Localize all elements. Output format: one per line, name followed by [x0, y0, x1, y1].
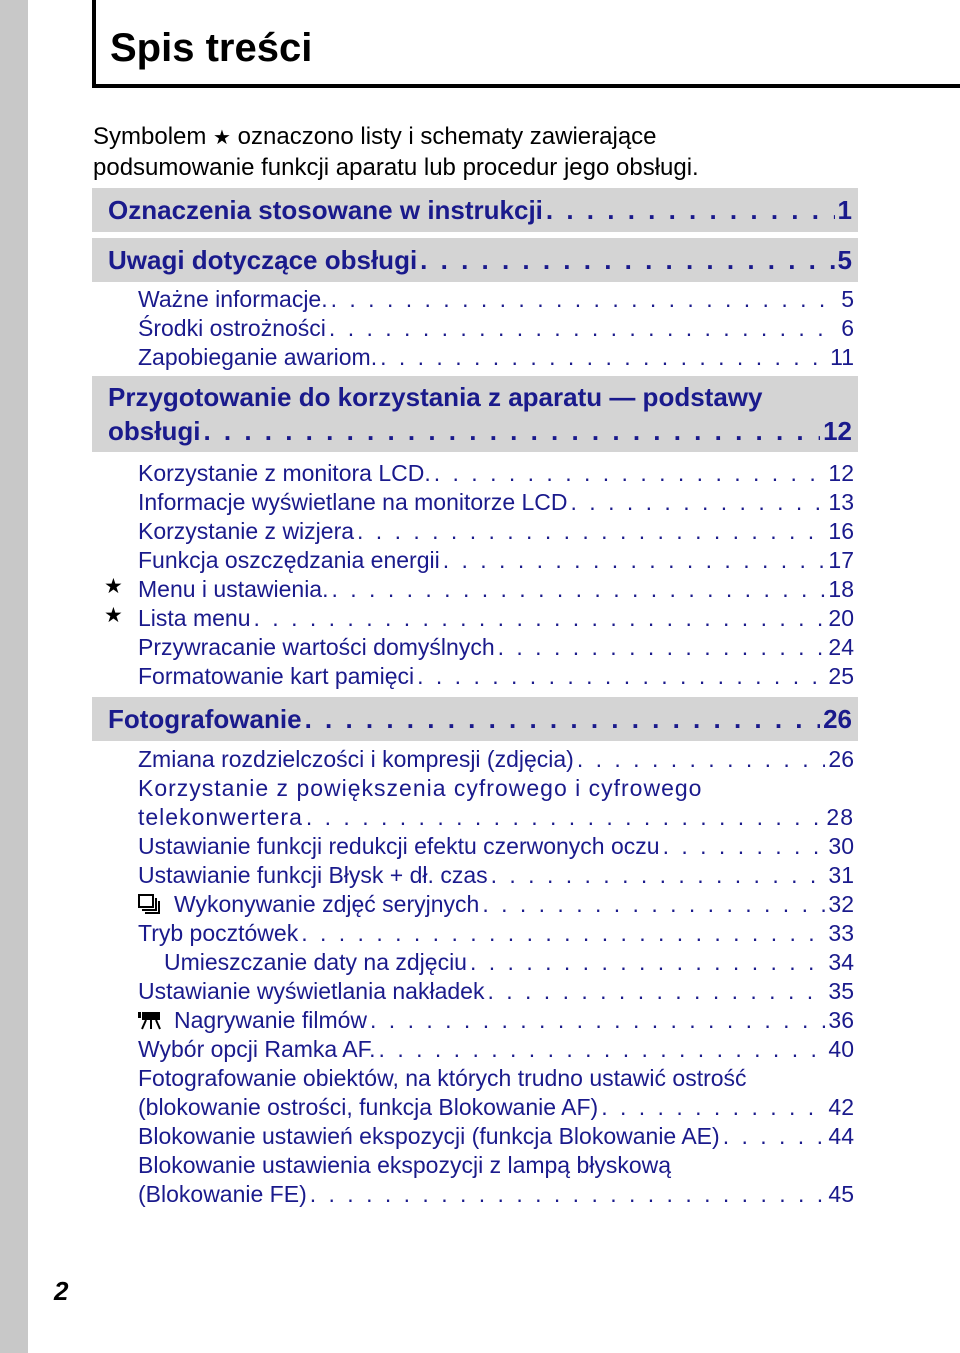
section-title: Oznaczenia stosowane w instrukcji [108, 195, 543, 225]
page-title: Spis treści [110, 26, 313, 70]
dot-leader [723, 1123, 826, 1150]
toc-entry-title[interactable]: Fotografowanie obiektów, na których trudno ustawić ostrość [138, 1065, 747, 1091]
toc-entry[interactable] [138, 605, 854, 632]
toc-entry-title: Wykonywanie zdjęć seryjnych [174, 891, 480, 917]
toc-entry[interactable] [138, 891, 854, 918]
toc-entry[interactable] [138, 920, 854, 947]
toc-entry[interactable] [164, 949, 854, 976]
dot-leader [470, 949, 825, 976]
toc-entry[interactable] [138, 518, 854, 545]
toc-entry-title: Korzystanie z wizjera [138, 518, 355, 544]
dot-leader [482, 891, 825, 918]
toc-entry-page: 33 [828, 920, 854, 946]
page-side-strip [0, 0, 28, 1353]
section-page: 26 [823, 704, 852, 734]
toc-entry[interactable] [138, 460, 854, 487]
toc-entry-page: 18 [828, 576, 854, 602]
intro-text-part: podsumowanie funkcji aparatu lub procedur jego obsługi. [93, 154, 699, 181]
toc-entry-page: 5 [841, 286, 854, 312]
toc-entry[interactable] [138, 1094, 854, 1121]
dot-leader [329, 315, 838, 342]
toc-entry-title: Nagrywanie filmów [174, 1007, 368, 1033]
toc-entry[interactable] [138, 833, 854, 860]
dot-leader [571, 489, 826, 516]
toc-entry-page: 40 [828, 1036, 854, 1062]
section-title: Fotografowanie [108, 704, 302, 734]
toc-section-2[interactable] [92, 238, 858, 282]
dot-leader [305, 704, 821, 735]
dot-leader [357, 518, 825, 545]
toc-entry-title: Blokowanie ustawień ekspozycji (funkcja Blokowanie AE) [138, 1123, 720, 1149]
toc-entry-page: 25 [828, 663, 854, 689]
dot-leader [380, 344, 827, 371]
toc-entry-title: telekonwertera [138, 804, 303, 830]
star-icon: ★ [104, 575, 123, 598]
toc-entry-title: Wybór opcji Ramka AF. [138, 1036, 376, 1062]
toc-entry[interactable] [138, 978, 854, 1005]
dot-leader [420, 245, 834, 276]
toc-entry-page: 34 [828, 949, 854, 975]
dot-leader [379, 1036, 826, 1063]
toc-entry-title: Ustawianie wyświetlania nakładek [138, 978, 485, 1004]
star-icon: ★ [104, 604, 123, 627]
intro-text-part: Symbolem [93, 123, 207, 150]
toc-entry-title: Formatowanie kart pamięci [138, 663, 415, 689]
toc-section-4[interactable] [92, 697, 858, 741]
toc-entry[interactable] [138, 746, 854, 773]
section-page: 5 [837, 245, 852, 275]
section-page: 12 [823, 416, 852, 446]
toc-entry-page: 44 [828, 1123, 854, 1149]
toc-entry[interactable] [138, 663, 854, 690]
dot-leader [443, 547, 826, 574]
dot-leader [487, 978, 825, 1005]
toc-entry-page: 35 [828, 978, 854, 1004]
toc-entry-page: 16 [828, 518, 854, 544]
toc-entry[interactable] [138, 489, 854, 516]
toc-entry[interactable] [138, 286, 854, 313]
toc-entry[interactable] [138, 1181, 854, 1208]
intro-text [93, 122, 853, 182]
toc-entry-page: 6 [841, 315, 854, 341]
toc-entry[interactable] [138, 1036, 854, 1063]
dot-leader [332, 576, 826, 603]
dot-leader [310, 1181, 826, 1208]
dot-leader [306, 804, 824, 831]
toc-entry-page: 28 [826, 804, 854, 830]
dot-leader [491, 862, 826, 889]
toc-entry-page: 20 [828, 605, 854, 631]
toc-entry[interactable] [138, 804, 854, 831]
toc-entry-title: (Blokowanie FE) [138, 1181, 307, 1207]
toc-entry-title: (blokowanie ostrości, funkcja Blokowanie AF) [138, 1094, 599, 1120]
toc-entry-title: Lista menu [138, 605, 251, 631]
movie-camera-icon [138, 1009, 162, 1029]
dot-leader [601, 1094, 825, 1121]
dot-leader [434, 460, 826, 487]
toc-entry-page: 32 [828, 891, 854, 917]
toc-section-1[interactable] [92, 188, 858, 232]
toc-entry-page: 13 [828, 489, 854, 515]
toc-entry[interactable] [138, 344, 854, 371]
toc-entry[interactable] [138, 634, 854, 661]
toc-entry-title: Informacje wyświetlane na monitorze LCD [138, 489, 568, 515]
dot-leader [301, 920, 825, 947]
toc-entry-page: 36 [828, 1007, 854, 1033]
toc-entry-title: Menu i ustawienia. [138, 576, 329, 602]
toc-entry-page: 17 [828, 547, 854, 573]
continuous-shooting-icon [138, 893, 160, 913]
intro-text-part: oznaczono listy i schematy zawierające [237, 123, 657, 150]
dot-leader [417, 663, 825, 690]
toc-entry-title: Funkcja oszczędzania energii [138, 547, 440, 573]
toc-entry-title[interactable]: Blokowanie ustawienia ekspozycji z lampą błyskową [138, 1152, 672, 1178]
section-title: obsługi [108, 416, 201, 446]
dot-leader [370, 1007, 825, 1034]
toc-entry-page: 12 [828, 460, 854, 486]
toc-entry[interactable] [138, 576, 854, 603]
toc-entry[interactable] [138, 547, 854, 574]
toc-entry[interactable] [138, 1007, 854, 1034]
toc-entry-page: 11 [830, 344, 854, 370]
star-icon: ★ [213, 127, 231, 149]
toc-entry-title: Zmiana rozdzielczości i kompresji (zdjęcia) [138, 746, 574, 772]
toc-entry-title: Środki ostrożności [138, 315, 326, 341]
dot-leader [546, 195, 835, 226]
dot-leader [254, 605, 826, 632]
toc-entry-title: Ważne informacje. [138, 286, 328, 312]
toc-entry-title: Umieszczanie daty na zdjęciu [164, 949, 467, 975]
toc-section-3[interactable] [92, 376, 858, 452]
toc-entry[interactable] [138, 315, 854, 342]
title-box [92, 0, 960, 88]
toc-entry-title[interactable]: Korzystanie z powiększenia cyfrowego i cyfrowego [138, 775, 703, 801]
dot-leader [663, 833, 826, 860]
toc-entry-title: Ustawianie funkcji redukcji efektu czerwonych oczu [138, 833, 660, 859]
toc-entry-title: Przywracanie wartości domyślnych [138, 634, 495, 660]
dot-leader [498, 634, 826, 661]
section-title: Przygotowanie do korzystania z aparatu — podstawy [108, 382, 763, 412]
toc-entry[interactable] [138, 1123, 854, 1150]
toc-entry-title: Korzystanie z monitora LCD. [138, 460, 431, 486]
toc-entry-page: 30 [828, 833, 854, 859]
toc-entry-title: Zapobieganie awariom. [138, 344, 378, 370]
toc-entry-page: 31 [828, 862, 854, 888]
section-title: Uwagi dotyczące obsługi [108, 245, 418, 275]
toc-entry-page: 24 [828, 634, 854, 660]
page-number: 2 [54, 1276, 69, 1306]
toc-entry-page: 42 [828, 1094, 854, 1120]
toc-entry[interactable] [138, 862, 854, 889]
dot-leader [203, 416, 820, 447]
dot-leader [577, 746, 826, 773]
dot-leader [331, 286, 839, 313]
toc-entry-title: Ustawianie funkcji Błysk + dł. czas [138, 862, 488, 888]
toc-entry-page: 26 [828, 746, 854, 772]
toc-entry-page: 45 [828, 1181, 854, 1207]
toc-entry-title: Tryb pocztówek [138, 920, 299, 946]
section-page: 1 [837, 195, 852, 225]
